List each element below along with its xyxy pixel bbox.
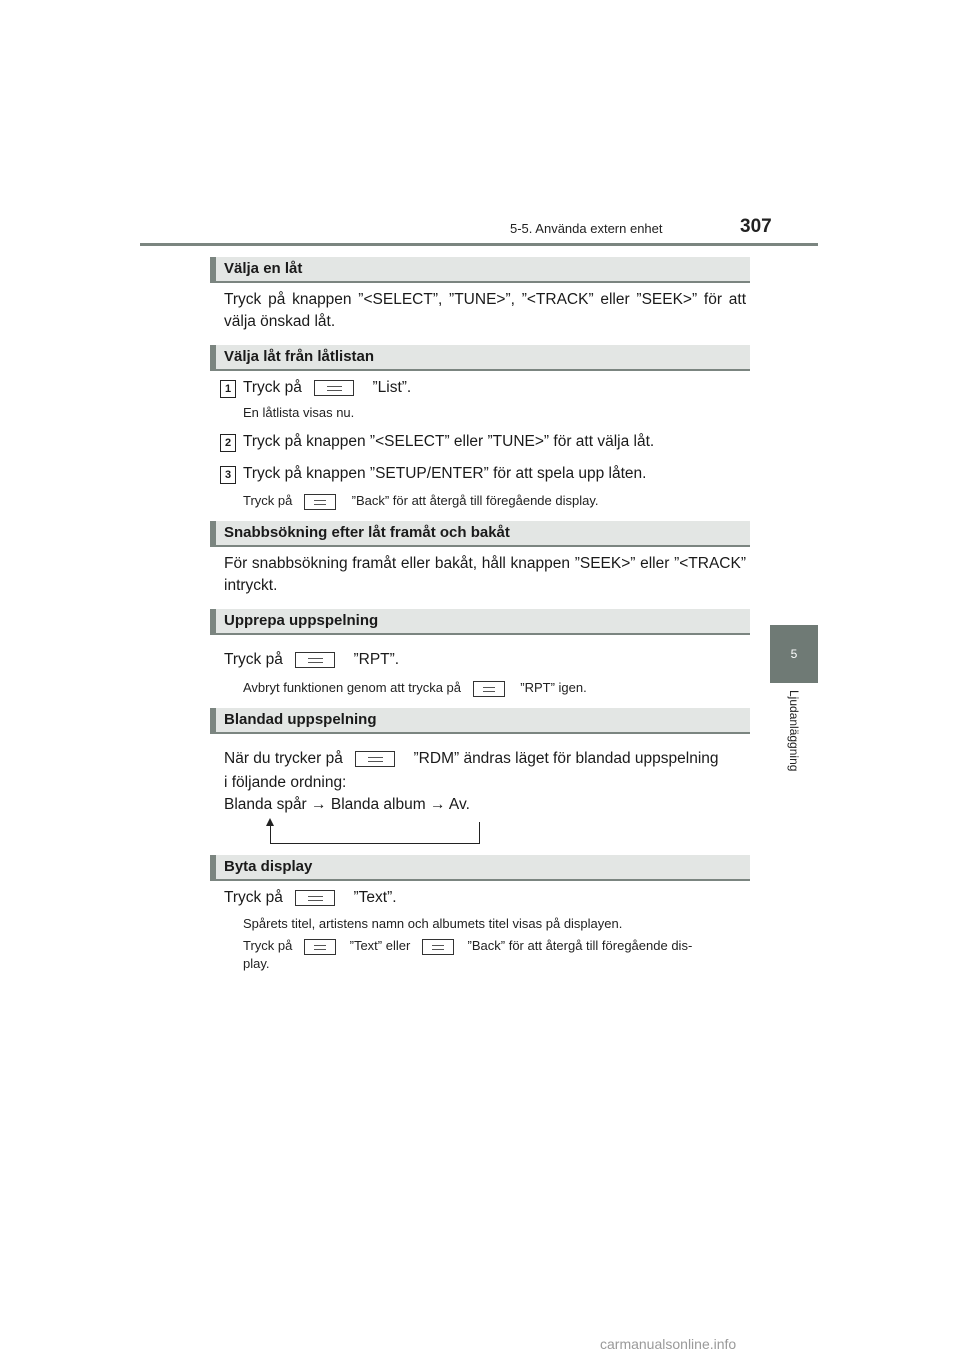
text-button-icon xyxy=(304,939,336,955)
step-2-text: Tryck på knappen ”<SELECT” eller ”TUNE>” för att välja låt. xyxy=(243,433,655,450)
back-button-icon xyxy=(304,494,336,510)
step-number-3: 3 xyxy=(220,466,236,484)
repeat-note: Avbryt funktionen genom att trycka på ”RPT” igen. xyxy=(243,680,587,695)
section-heading-song-list xyxy=(210,345,750,371)
select-song-text: Tryck på knappen ”<SELECT”, ”TUNE>”, ”<TRACK” eller ”SEEK>” för att välja önskad låt. xyxy=(224,291,746,330)
cycle-return-bracket xyxy=(270,822,480,844)
display-note-2-cont: play. xyxy=(243,956,270,971)
arrow-right-icon: → xyxy=(429,796,446,813)
arrow-up-icon xyxy=(266,818,274,826)
fast-search-text: För snabbsökning framåt eller bakåt, håll knappen ”SEEK>” eller ”<TRACK” intryckt. xyxy=(224,555,746,594)
page-number: 307 xyxy=(740,216,772,237)
chapter-tab xyxy=(770,625,818,683)
section-heading-select-song xyxy=(210,257,750,283)
section-heading-repeat xyxy=(210,609,750,635)
rpt-button-icon xyxy=(295,652,335,668)
chapter-number: 5 xyxy=(790,647,798,661)
section-heading-text: Upprepa uppspelning xyxy=(224,612,379,629)
display-text: Tryck på ”Text”. xyxy=(224,889,397,906)
shuffle-text-line-2: i följande ordning: xyxy=(224,774,347,791)
shuffle-sequence: Blanda spår → Blanda album → Av. xyxy=(224,796,470,813)
chapter-label-wrap xyxy=(785,690,801,800)
text-button-icon xyxy=(295,890,335,906)
chapter-label: Ljudanläggning xyxy=(787,690,801,772)
rpt-button-icon xyxy=(473,681,505,697)
section-heading-shuffle xyxy=(210,708,750,734)
section-heading-text: Blandad uppspelning xyxy=(224,711,377,728)
list-button-icon xyxy=(314,380,354,396)
section-breadcrumb: 5-5. Använda extern enhet xyxy=(510,221,663,236)
display-note-2: Tryck på ”Text” eller ”Back” för att återgå till föregående dis- xyxy=(243,938,693,953)
shuffle-text-line-1: När du trycker på ”RDM” ändras läget för blandad uppspelning xyxy=(224,750,719,767)
step-3-note: Tryck på ”Back” för att återgå till föregående display. xyxy=(243,493,599,508)
header-rule xyxy=(140,243,818,246)
section-heading-text: Snabbsökning efter låt framåt och bakåt xyxy=(224,524,510,541)
step-number-1: 1 xyxy=(220,380,236,398)
watermark: carmanualsonline.info xyxy=(600,1336,737,1352)
step-1-text: Tryck på ”List”. xyxy=(243,379,412,396)
step-number-2: 2 xyxy=(220,434,236,452)
back-button-icon xyxy=(422,939,454,955)
section-heading-text: Välja en låt xyxy=(224,260,303,277)
step-3-text: Tryck på knappen ”SETUP/ENTER” för att spela upp låten. xyxy=(243,465,647,482)
display-note-1: Spårets titel, artistens namn och albumets titel visas på displayen. xyxy=(243,916,623,931)
section-heading-display xyxy=(210,855,750,881)
rdm-button-icon xyxy=(355,751,395,767)
arrow-right-icon: → xyxy=(311,796,327,813)
repeat-text: Tryck på ”RPT”. xyxy=(224,651,400,668)
section-heading-text: Byta display xyxy=(224,858,313,875)
section-heading-text: Välja låt från låtlistan xyxy=(224,348,375,365)
step-1-note: En låtlista visas nu. xyxy=(243,405,355,420)
section-heading-fast-search xyxy=(210,521,750,547)
